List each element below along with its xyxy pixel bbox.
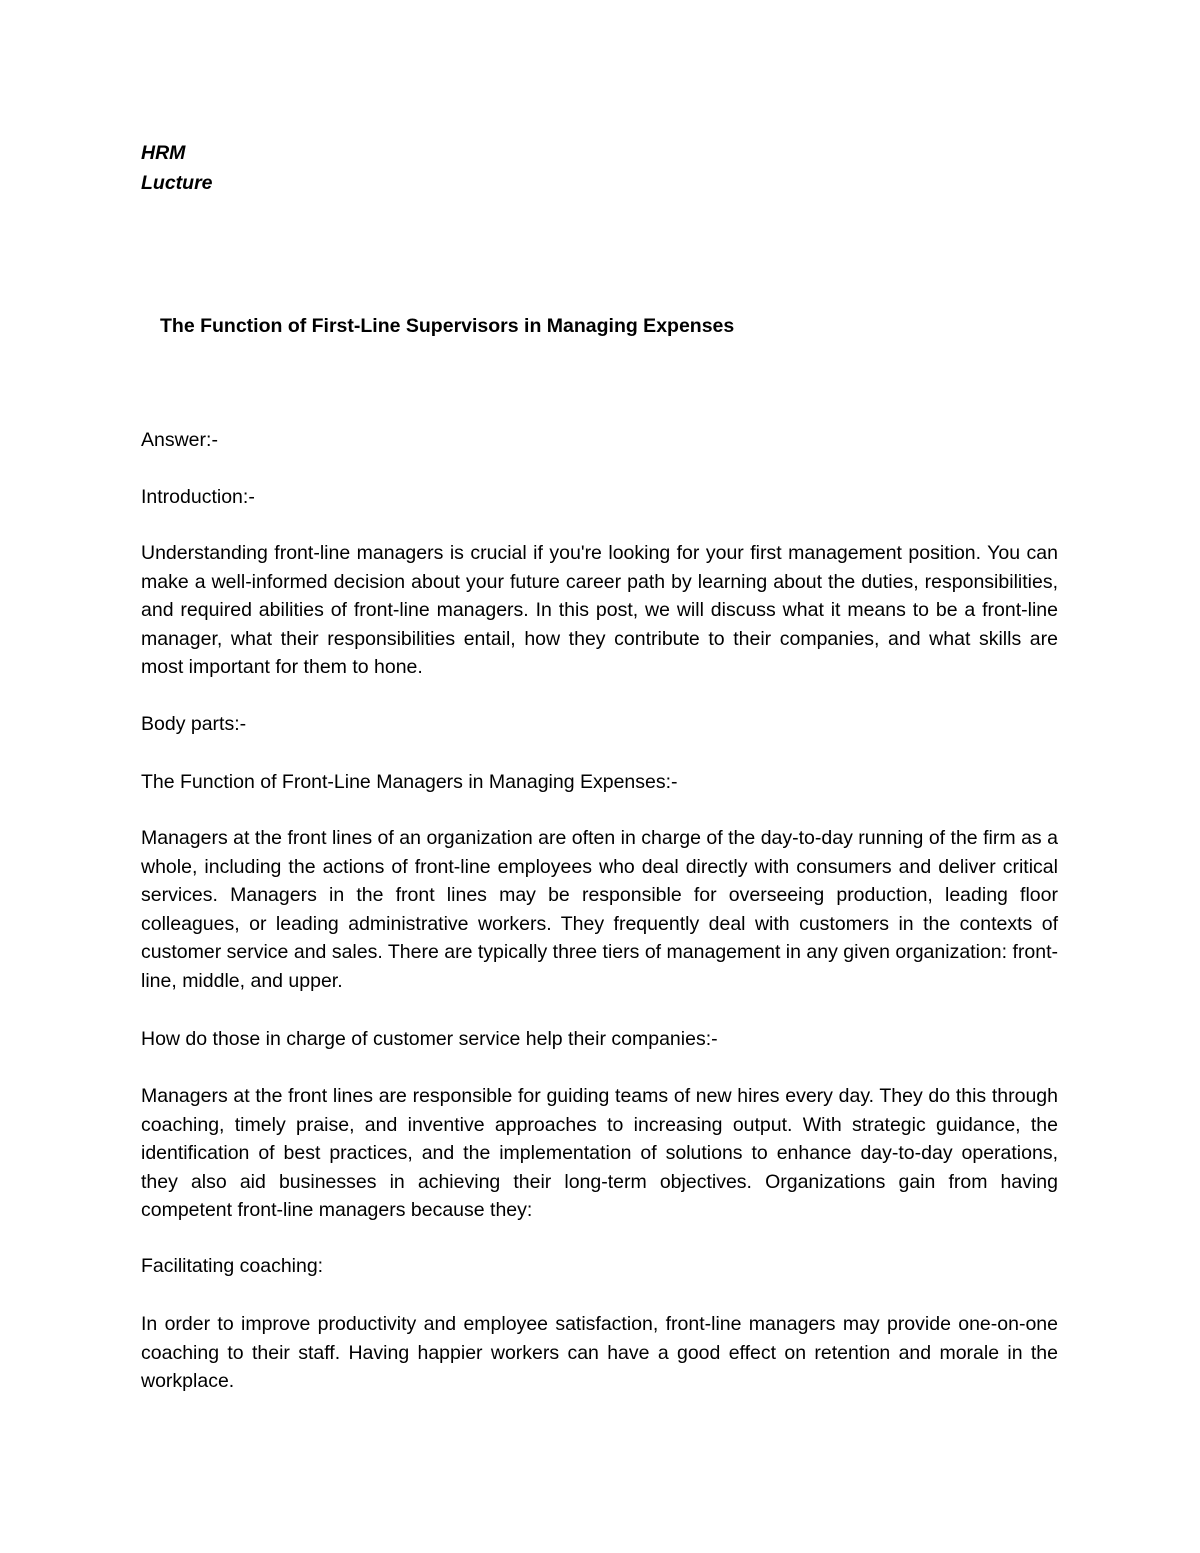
lecture-label: Lucture	[141, 172, 213, 194]
document-title: The Function of First-Line Supervisors in Managing Expenses	[160, 315, 735, 337]
facilitating-coaching-heading: Facilitating coaching:	[141, 1255, 324, 1277]
introduction-paragraph: Understanding front-line managers is crucial if you're looking for your first management position. You can make a well-informed decision about your future career path by learning about the duties, responsibilities, and required abilities of front-line managers. In this post, we will discuss what it means to be a front-line manager, what their responsibilities entail, how they contribute to their companies, and what skills are most important for them to hone.	[141, 542, 1058, 679]
customer-service-paragraph: Managers at the front lines are responsible for guiding teams of new hires every day. They do this through coaching, timely praise, and inventive approaches to increasing output. With strategic guidance, the identification of best practices, and the implementation of solutions to enhance day-to-day operations, they also aid businesses in achieving their long-term objectives. Organizations gain from having competent front-line managers because they:	[141, 1085, 1058, 1222]
function-paragraph: Managers at the front lines of an organization are often in charge of the day-to-day running of the firm as a whole, including the actions of front-line employees who deal directly with consumers and deliver critical services. Managers in the front lines may be responsible for overseeing production, leading floor colleagues, or leading administrative workers. They frequently deal with customers in the contexts of customer service and sales. There are typically three tiers of management in any given organization: front-line, middle, and upper.	[141, 827, 1058, 992]
answer-label: Answer:-	[141, 429, 218, 451]
body-parts-heading: Body parts:-	[141, 713, 247, 735]
coaching-paragraph: In order to improve productivity and employee satisfaction, front-line managers may provide one-on-one coaching to their staff. Having happier workers can have a good effect on retention and morale in the workplace.	[141, 1313, 1058, 1393]
course-label: HRM	[141, 142, 186, 164]
section-heading-function: The Function of Front-Line Managers in Managing Expenses:-	[141, 771, 678, 793]
introduction-heading: Introduction:-	[141, 486, 255, 508]
section-heading-customer-service: How do those in charge of customer service help their companies:-	[141, 1028, 718, 1050]
